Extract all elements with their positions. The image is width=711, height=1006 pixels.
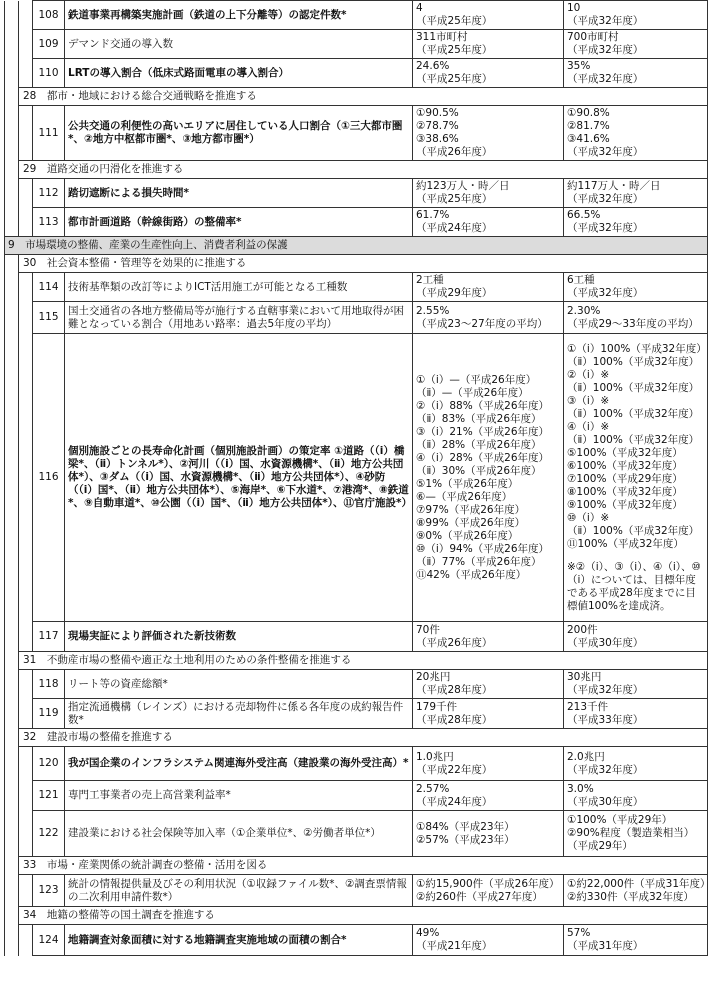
indent-cell bbox=[5, 334, 19, 622]
baseline-value: （ⅱ）30%（平成26年度） bbox=[416, 464, 542, 477]
indent-cell bbox=[19, 59, 33, 88]
indent-cell bbox=[19, 302, 33, 334]
baseline-value-cell bbox=[413, 273, 564, 302]
target-value-cell bbox=[564, 179, 708, 208]
baseline-value-cell bbox=[413, 875, 564, 907]
target-value-cell bbox=[564, 875, 711, 907]
baseline-value: ②78.7% bbox=[416, 120, 459, 132]
target-value-cell bbox=[564, 334, 708, 622]
indent-cell bbox=[5, 30, 19, 59]
indent-cell bbox=[5, 106, 19, 161]
target-value: 約117万人・時／日 bbox=[567, 180, 661, 192]
baseline-value: （平成26年度） bbox=[416, 146, 493, 158]
baseline-value: ⑧99%（平成26年度） bbox=[416, 516, 526, 529]
target-value: ①（ⅰ）100%（平成32年度） bbox=[567, 342, 707, 355]
target-value: ⑧100%（平成32年度） bbox=[567, 485, 683, 498]
indent-cell bbox=[5, 925, 19, 956]
target-value: 57% bbox=[567, 927, 591, 939]
indent-cell bbox=[19, 30, 33, 59]
baseline-value: ②（ⅰ）88%（平成26年度） bbox=[416, 399, 550, 412]
baseline-value-cell bbox=[413, 811, 564, 857]
indent-cell bbox=[5, 255, 19, 273]
indent-cell bbox=[5, 652, 19, 670]
indicator-number: 124 bbox=[33, 925, 65, 956]
target-value: ②81.7% bbox=[567, 120, 610, 132]
target-value: ②約330件（平成32年度） bbox=[567, 890, 694, 903]
baseline-value-cell bbox=[413, 699, 564, 729]
indicator-sheet bbox=[4, 0, 711, 956]
target-value: （ⅱ）100%（平成32年度） bbox=[567, 381, 700, 394]
target-value: （平成30年度） bbox=[567, 795, 644, 808]
target-value-cell bbox=[564, 699, 708, 729]
target-value: ⑨100%（平成32年度） bbox=[567, 498, 683, 511]
indent-cell bbox=[5, 670, 19, 699]
baseline-value: 2.57% bbox=[416, 782, 450, 795]
indicator-number: 114 bbox=[33, 273, 65, 302]
baseline-value: （平成21年度） bbox=[416, 940, 493, 952]
indent-cell bbox=[19, 699, 33, 729]
target-value-cell bbox=[564, 781, 708, 811]
indicator-row bbox=[5, 179, 708, 208]
indent-cell bbox=[19, 334, 33, 622]
target-value: （平成32年度） bbox=[567, 763, 644, 776]
target-value: （平成32年度） bbox=[567, 146, 644, 158]
indicator-label: 公共交通の利便性の高いエリアに居住している人口割合（①三大都市圏*、②地方中枢都市圏*、③地方都市圏*） bbox=[65, 106, 413, 161]
baseline-value: （ⅱ）83%（平成26年度） bbox=[416, 412, 542, 425]
indicator-label: 統計の情報提供量及びその利用状況（①収録ファイル数*、②調査票情報の二次利用申請件数*） bbox=[65, 875, 413, 907]
indent-cell bbox=[5, 208, 19, 237]
target-value: ⑪100%（平成32年度） bbox=[567, 537, 684, 550]
target-value: （平成32年度） bbox=[567, 15, 644, 27]
baseline-value-cell bbox=[413, 106, 564, 161]
baseline-value: （平成24年度） bbox=[416, 795, 493, 808]
baseline-value: ⑦97%（平成26年度） bbox=[416, 503, 526, 516]
baseline-value: 24.6% bbox=[416, 60, 450, 72]
target-value: （ⅱ）100%（平成32年度） bbox=[567, 433, 700, 446]
baseline-value: ①84%（平成23年） bbox=[416, 820, 515, 833]
indent-cell bbox=[19, 747, 33, 781]
target-value-cell bbox=[564, 30, 708, 59]
target-value-cell bbox=[564, 747, 708, 781]
indicator-label: 我が国企業のインフラシステム関連海外受注高（建設業の海外受注高）* bbox=[65, 747, 413, 781]
indicator-table bbox=[4, 0, 711, 956]
indent-cell bbox=[19, 622, 33, 652]
target-value: ③（ⅰ）※ bbox=[567, 394, 610, 407]
target-value: ①90.8% bbox=[567, 107, 610, 119]
baseline-value: 4 bbox=[416, 2, 423, 14]
indent-cell bbox=[19, 781, 33, 811]
indent-cell bbox=[5, 622, 19, 652]
baseline-value-cell bbox=[413, 30, 564, 59]
indent-cell bbox=[5, 875, 19, 907]
baseline-value-cell bbox=[413, 781, 564, 811]
indicator-row bbox=[5, 273, 708, 302]
indicator-label: デマンド交通の導入数 bbox=[65, 30, 413, 59]
target-value: （平成32年度） bbox=[567, 73, 644, 85]
target-value: ①100%（平成29年） bbox=[567, 814, 673, 826]
indicator-row bbox=[5, 925, 708, 956]
indicator-label: 専門工事業者の売上高営業利益率* bbox=[65, 781, 413, 811]
baseline-value-cell bbox=[413, 670, 564, 699]
target-value-cell bbox=[564, 811, 708, 857]
section-row bbox=[5, 907, 708, 925]
indicator-row bbox=[5, 30, 708, 59]
target-value: （平成29～33年度の平均） bbox=[567, 317, 699, 330]
indicator-label: 国土交通省の各地方整備局等が施行する直轄事業において用地取得が困難となっている割合（用地あい路率：過去5年度の平均） bbox=[65, 302, 413, 334]
indent-cell bbox=[19, 925, 33, 956]
indent-cell bbox=[5, 1, 19, 30]
target-value: ③41.6% bbox=[567, 133, 610, 145]
baseline-value: （平成26年度） bbox=[416, 636, 493, 649]
baseline-value: ②57%（平成23年） bbox=[416, 833, 515, 846]
indicator-number: 123 bbox=[33, 875, 65, 907]
target-value: （平成32年度） bbox=[567, 287, 644, 299]
indicator-label: 現場実証により評価された新技術数 bbox=[65, 622, 413, 652]
baseline-value: （平成28年度） bbox=[416, 684, 493, 696]
indicator-number: 112 bbox=[33, 179, 65, 208]
target-value: 3.0% bbox=[567, 782, 594, 795]
target-value: （平成31年度） bbox=[567, 940, 644, 952]
indicator-number: 116 bbox=[33, 334, 65, 622]
target-value-cell bbox=[564, 302, 708, 334]
target-value-cell bbox=[564, 273, 708, 302]
indicator-number: 119 bbox=[33, 699, 65, 729]
indent-cell bbox=[5, 699, 19, 729]
indent-cell bbox=[19, 106, 33, 161]
baseline-value-cell bbox=[413, 302, 564, 334]
indicator-label: 鉄道事業再構築実施計画（鉄道の上下分離等）の認定件数* bbox=[65, 1, 413, 30]
target-value-cell bbox=[564, 622, 708, 652]
target-value: 2.30% bbox=[567, 304, 601, 317]
indicator-label: 地籍調査対象面積に対する地籍調査実施地域の面積の割合* bbox=[65, 925, 413, 956]
baseline-value: ①90.5% bbox=[416, 107, 459, 119]
indent-cell bbox=[19, 1, 33, 30]
target-value: 66.5% bbox=[567, 209, 601, 221]
indicator-number: 109 bbox=[33, 30, 65, 59]
target-value: （ⅱ）100%（平成32年度） bbox=[567, 524, 700, 537]
target-value: 10 bbox=[567, 2, 581, 14]
baseline-value: 61.7% bbox=[416, 209, 450, 221]
indent-cell bbox=[5, 59, 19, 88]
indicator-row bbox=[5, 670, 708, 699]
baseline-value: 179千件 bbox=[416, 700, 458, 713]
target-value: ②（ⅰ）※ bbox=[567, 368, 610, 381]
baseline-value-cell bbox=[413, 179, 564, 208]
indent-cell bbox=[5, 729, 19, 747]
target-value: （平成29年） bbox=[567, 840, 633, 852]
indent-cell bbox=[19, 273, 33, 302]
indicator-label: 指定流通機構（レインズ）における売却物件に係る各年度の成約報告件数* bbox=[65, 699, 413, 729]
target-value: （平成30年度） bbox=[567, 636, 644, 649]
section-title: 33 市場・産業関係の統計調査の整備・活用を図る bbox=[19, 857, 708, 875]
target-value: ④（ⅰ）※ bbox=[567, 420, 610, 433]
target-value: （平成32年度） bbox=[567, 684, 644, 696]
baseline-value: ④（ⅰ）28%（平成26年度） bbox=[416, 451, 550, 464]
indicator-number: 108 bbox=[33, 1, 65, 30]
baseline-value: 2工種 bbox=[416, 274, 444, 286]
baseline-value: 49% bbox=[416, 927, 440, 939]
baseline-value-cell bbox=[413, 208, 564, 237]
indent-cell bbox=[19, 179, 33, 208]
target-value: ⑩（ⅰ）※ bbox=[567, 511, 610, 524]
target-value: 213千件 bbox=[567, 700, 609, 713]
baseline-value: 311市町村 bbox=[416, 31, 468, 43]
target-value: ⑥100%（平成32年度） bbox=[567, 459, 683, 472]
indicator-row bbox=[5, 302, 708, 334]
indent-cell bbox=[5, 273, 19, 302]
indent-cell bbox=[5, 907, 19, 925]
target-value: （平成33年度） bbox=[567, 713, 644, 726]
indicator-label: 都市計画道路（幹線街路）の整備率* bbox=[65, 208, 413, 237]
baseline-value: （平成28年度） bbox=[416, 713, 493, 726]
target-value: ②90%程度（製造業相当） bbox=[567, 827, 695, 839]
baseline-value-cell bbox=[413, 622, 564, 652]
category-title: 9 市場環境の整備、産業の生産性向上、消費者利益の保護 bbox=[5, 237, 708, 255]
indicator-number: 111 bbox=[33, 106, 65, 161]
baseline-value: （平成25年度） bbox=[416, 193, 493, 205]
target-note: ※②（ⅰ）、③（ⅰ）、④（ⅰ）、⑩（ⅰ）については、目標年度である平成28年度までに目標値100%を達成済。 bbox=[567, 560, 701, 612]
target-value-cell bbox=[564, 208, 708, 237]
section-row bbox=[5, 652, 708, 670]
baseline-value: ③（ⅰ）21%（平成26年度） bbox=[416, 425, 550, 438]
target-value: 30兆円 bbox=[567, 671, 602, 683]
baseline-value: ①約15,900件（平成26年度） bbox=[416, 877, 560, 890]
indicator-row bbox=[5, 747, 708, 781]
category-row bbox=[5, 237, 708, 255]
indicator-label: 技術基準類の改訂等によりICT活用施工が可能となる工種数 bbox=[65, 273, 413, 302]
indent-cell bbox=[19, 875, 33, 907]
indicator-row bbox=[5, 106, 708, 161]
baseline-value-cell bbox=[413, 925, 564, 956]
target-value: ①約22,000件（平成31年度） bbox=[567, 877, 711, 890]
section-row bbox=[5, 729, 708, 747]
section-title: 30 社会資本整備・管理等を効果的に推進する bbox=[19, 255, 708, 273]
indent-cell bbox=[5, 179, 19, 208]
indicator-row bbox=[5, 781, 708, 811]
baseline-value-cell bbox=[413, 1, 564, 30]
indent-cell bbox=[19, 670, 33, 699]
baseline-value: （平成24年度） bbox=[416, 222, 493, 234]
indicator-row bbox=[5, 811, 708, 857]
target-value-cell bbox=[564, 106, 708, 161]
section-row bbox=[5, 857, 708, 875]
baseline-value: （平成23～27年度の平均） bbox=[416, 317, 548, 330]
baseline-value: 70件 bbox=[416, 623, 440, 636]
target-value: 35% bbox=[567, 60, 591, 72]
baseline-value: ⑨0%（平成26年度） bbox=[416, 529, 519, 542]
indicator-number: 122 bbox=[33, 811, 65, 857]
indicator-row bbox=[5, 622, 708, 652]
indicator-number: 121 bbox=[33, 781, 65, 811]
indicator-number: 120 bbox=[33, 747, 65, 781]
indicator-label: リート等の資産総額* bbox=[65, 670, 413, 699]
section-title: 28 都市・地域における総合交通戦略を推進する bbox=[19, 88, 708, 106]
baseline-value: ⑥—（平成26年度） bbox=[416, 490, 513, 503]
target-value: （平成32年度） bbox=[567, 222, 644, 234]
baseline-value: （ⅱ）28%（平成26年度） bbox=[416, 438, 542, 451]
indent-cell bbox=[5, 747, 19, 781]
baseline-value: ⑪42%（平成26年度） bbox=[416, 568, 527, 581]
baseline-value: 約123万人・時／日 bbox=[416, 180, 510, 192]
indicator-number: 113 bbox=[33, 208, 65, 237]
section-title: 29 道路交通の円滑化を推進する bbox=[19, 161, 708, 179]
indent-cell bbox=[5, 857, 19, 875]
section-row bbox=[5, 88, 708, 106]
indicator-label: 個別施設ごとの長寿命化計画（個別施設計画）の策定率 ①道路（（ⅰ）橋梁*、（ⅱ）トンネル*）、②河川（（ⅰ）国、水資源機構*、（ⅱ）地方公共団体*）、③ダム（（ⅰ）国、水資源機構*、（ⅱ）地方公共団体*）、④砂防（（ⅰ）国*、（ⅱ）地方公共団体*）、⑤海岸*、⑥下水道*、⑦港湾*、⑧鉄道*、⑨自動車道*、⑩公園（（ⅰ）国*、（ⅱ）地方公共団体*）、⑪官庁施設*） bbox=[65, 334, 413, 622]
target-value: ⑤100%（平成32年度） bbox=[567, 446, 683, 459]
baseline-value: （平成29年度） bbox=[416, 287, 493, 299]
baseline-value: （ⅱ）—（平成26年度） bbox=[416, 386, 529, 399]
baseline-value: ⑩（ⅰ）94%（平成26年度） bbox=[416, 542, 550, 555]
target-value: 700市町村 bbox=[567, 31, 619, 43]
indent-cell bbox=[19, 811, 33, 857]
baseline-value-cell bbox=[413, 334, 564, 622]
indicator-number: 117 bbox=[33, 622, 65, 652]
target-value-cell bbox=[564, 59, 708, 88]
baseline-value: （平成25年度） bbox=[416, 73, 493, 85]
indicator-label: 踏切遮断による損失時間* bbox=[65, 179, 413, 208]
indicator-row bbox=[5, 1, 708, 30]
baseline-value: （ⅱ）77%（平成26年度） bbox=[416, 555, 542, 568]
section-title: 34 地籍の整備等の国土調査を推進する bbox=[19, 907, 708, 925]
target-value: ⑦100%（平成29年度） bbox=[567, 472, 683, 485]
target-value-cell bbox=[564, 1, 708, 30]
baseline-value: ⑤1%（平成26年度） bbox=[416, 477, 519, 490]
indicator-row bbox=[5, 875, 708, 907]
baseline-value-cell bbox=[413, 59, 564, 88]
baseline-value: ①（ⅰ）—（平成26年度） bbox=[416, 373, 537, 386]
target-value: 2.0兆円 bbox=[567, 750, 605, 763]
indicator-number: 118 bbox=[33, 670, 65, 699]
indent-cell bbox=[5, 781, 19, 811]
indicator-row bbox=[5, 59, 708, 88]
indicator-label: LRTの導入割合（低床式路面電車の導入割合） bbox=[65, 59, 413, 88]
indicator-number: 115 bbox=[33, 302, 65, 334]
target-value: （ⅱ）100%（平成32年度） bbox=[567, 407, 700, 420]
indicator-row bbox=[5, 699, 708, 729]
baseline-value: （平成25年度） bbox=[416, 44, 493, 56]
target-value-cell bbox=[564, 670, 708, 699]
indicator-row bbox=[5, 334, 708, 622]
indicator-number: 110 bbox=[33, 59, 65, 88]
target-value: （平成32年度） bbox=[567, 44, 644, 56]
baseline-value: （平成22年度） bbox=[416, 763, 493, 776]
target-value: （平成32年度） bbox=[567, 193, 644, 205]
section-row bbox=[5, 255, 708, 273]
indicator-row bbox=[5, 208, 708, 237]
baseline-value: （平成25年度） bbox=[416, 15, 493, 27]
indent-cell bbox=[5, 811, 19, 857]
baseline-value-cell bbox=[413, 747, 564, 781]
target-value-cell bbox=[564, 925, 708, 956]
indent-cell bbox=[5, 302, 19, 334]
section-title: 32 建設市場の整備を推進する bbox=[19, 729, 708, 747]
indent-cell bbox=[19, 208, 33, 237]
baseline-value: ②約260件（平成27年度） bbox=[416, 890, 543, 903]
target-value: （ⅱ）100%（平成32年度） bbox=[567, 355, 700, 368]
indicator-label: 建設業における社会保険等加入率（①企業単位*、②労働者単位*） bbox=[65, 811, 413, 857]
section-row bbox=[5, 161, 708, 179]
baseline-value: 2.55% bbox=[416, 304, 450, 317]
baseline-value: 20兆円 bbox=[416, 671, 451, 683]
indent-cell bbox=[5, 161, 19, 179]
target-value: 200件 bbox=[567, 623, 598, 636]
baseline-value: ③38.6% bbox=[416, 133, 459, 145]
indent-cell bbox=[5, 88, 19, 106]
section-title: 31 不動産市場の整備や適正な土地利用のための条件整備を推進する bbox=[19, 652, 708, 670]
target-value: 6工種 bbox=[567, 274, 595, 286]
baseline-value: 1.0兆円 bbox=[416, 750, 454, 763]
